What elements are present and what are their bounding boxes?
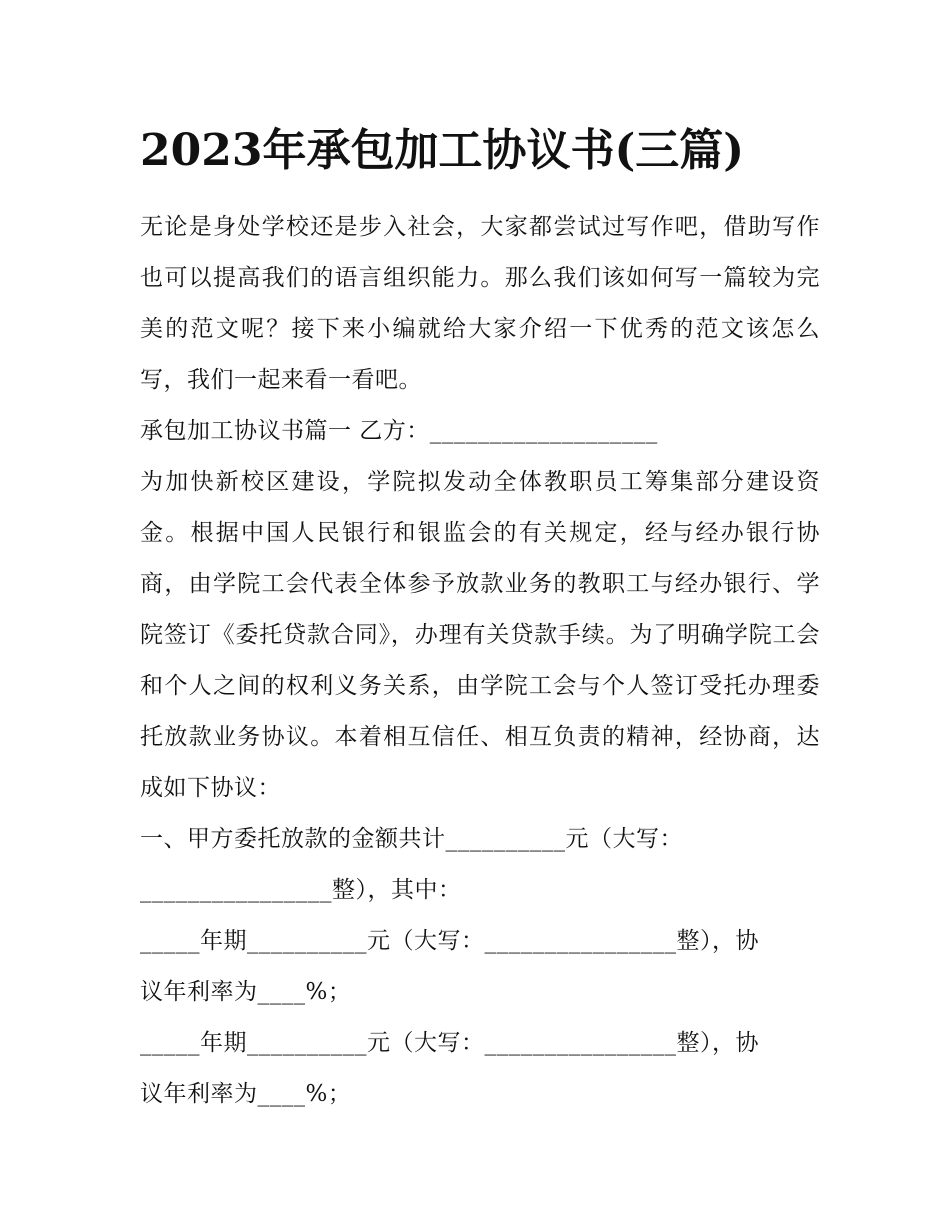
document-page xyxy=(140,118,820,1120)
clause-1-line-1: 一、甲方委托放款的金额共计__________元（大写： xyxy=(140,826,683,852)
term-1-line-1: _____年期__________元（大写：________________整），协 xyxy=(140,928,759,954)
term-2-line-2: 议年利率为____%； xyxy=(140,1081,352,1107)
section-heading: 承包加工协议书篇一 乙方：___________________ xyxy=(140,418,658,444)
term-1-line-2: 议年利率为____%； xyxy=(140,979,352,1005)
body-paragraph: 为加快新校区建设，学院拟发动全体教职员工筹集部分建设资金。根据中国人民银行和银监会的有关规定，经与经办银行协商，由学院工会代表全体参予放款业务的教职工与经办银行、学院签订《委托贷款合同》，办理有关贷款手续。为了明确学院工会和个人之间的权利义务关系，由学院工会与个人签订受托办理委托放款业务协议。本着相互信任、相互负责的精神，经协商，达成如下协议： xyxy=(140,469,820,801)
clause-1-line-2: ________________整），其中： xyxy=(140,877,462,903)
term-2-line-1: _____年期__________元（大写：________________整），协 xyxy=(140,1030,759,1056)
document-title: 2023年承包加工协议书(三篇) xyxy=(140,125,745,176)
intro-paragraph: 无论是身处学校还是步入社会，大家都尝试过写作吧，借助写作也可以提高我们的语言组织能力。那么我们该如何写一篇较为完美的范文呢？接下来小编就给大家介绍一下优秀的范文该怎么写，我们一起来看一看吧。 xyxy=(140,214,820,393)
